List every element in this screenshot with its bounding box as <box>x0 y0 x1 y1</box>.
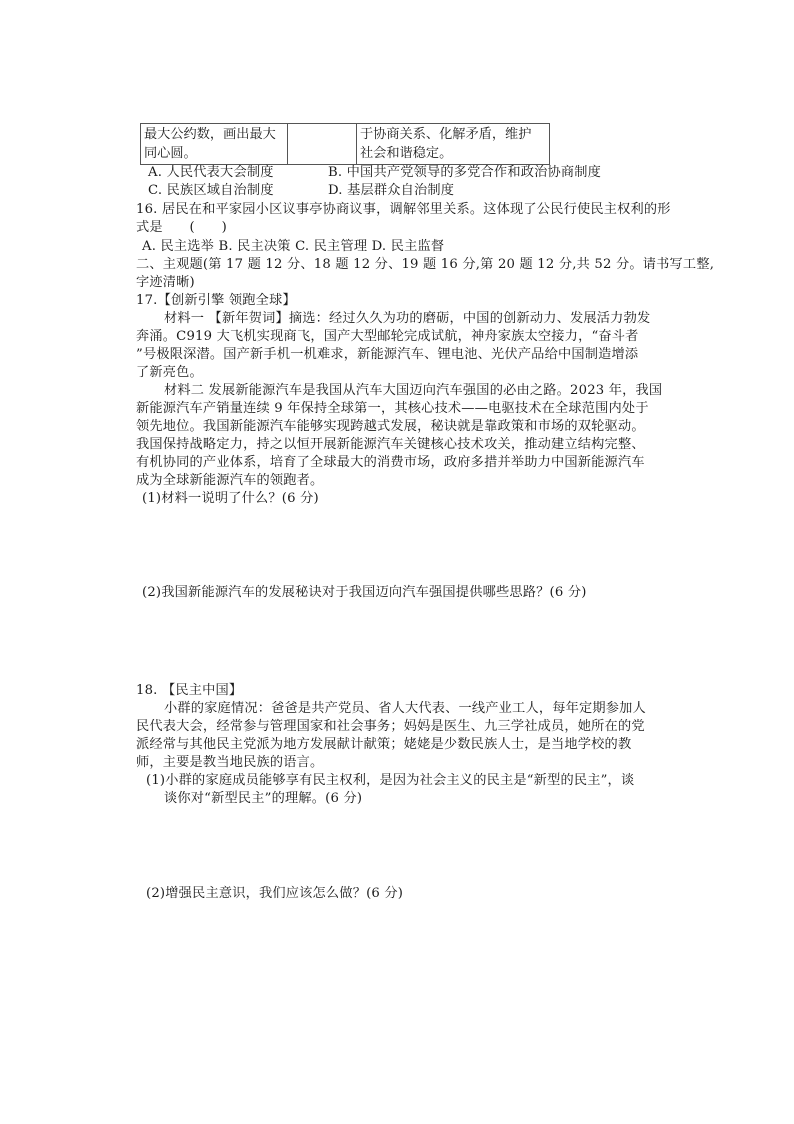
q17-material2-line: 成为全球新能源汽车的领跑者。 <box>136 473 324 488</box>
q18-subquestion-2: (2)增强民主意识，我们应该怎么做？(6 分) <box>146 886 404 901</box>
q18-paragraph-line: 师，主要是教当地民族的语言。 <box>136 755 324 770</box>
q15-option-d: D. 基层群众自治制度 <box>328 183 455 198</box>
q15-option-b: B. 中国共产党领导的多党合作和政治协商制度 <box>328 165 602 180</box>
q18-paragraph-line: 民代表大会，经常参与管理国家和社会事务；妈妈是医生、九三学社成员，她所在的党 <box>136 719 645 734</box>
q18-paragraph-line: 小群的家庭情况：爸爸是共产党员、省人大代表、一线产业工人，每年定期参加人 <box>164 701 646 716</box>
q17-heading: 17.【创新引擎 领跑全球】 <box>136 293 296 308</box>
q17-material2-line: 新能源汽车产销量连续 9 年保持全球第一，其核心技术——电驱技术在全球范围内处于 <box>136 401 649 416</box>
table-row <box>141 124 550 165</box>
q16-stem-cont: 式是 ( ) <box>136 220 228 235</box>
q18-heading: 18. 【民主中国】 <box>136 683 243 698</box>
table-fragment <box>140 123 550 165</box>
section-heading-cont: 字迹清晰) <box>136 275 195 290</box>
q17-material2-line: 有机协同的产业体系，培育了全球最大的消费市场，政府多措并举助力中国新能源汽车 <box>136 455 645 470</box>
q17-material1-line: ”号极限深潜。国产新手机一机难求，新能源汽车、锂电池、光伏产品给中国制造增添 <box>136 347 639 362</box>
cell-text: 社会和谐稳定。 <box>360 146 453 161</box>
q15-option-a: A. 人民代表大会制度 <box>148 165 274 180</box>
cell-text: 同心圆。 <box>144 146 197 161</box>
table-cell-empty <box>288 124 357 165</box>
section-heading: 二、主观题(第 17 题 12 分、18 题 12 分、19 题 16 分,第 20 题 12 分,共 52 分。请书写工整, <box>136 257 715 272</box>
cell-text: 最大公约数，画出最大 <box>144 127 276 142</box>
q18-paragraph-line: 派经常与其他民主党派为地方发展献计献策；姥姥是少数民族人士，是当地学校的教 <box>136 737 632 752</box>
q17-material1-line: 奔涌。C919 大飞机实现商飞，国产大型邮轮完成试航，神舟家族太空接力，“奋斗者 <box>136 329 639 344</box>
q17-subquestion-2: (2)我国新能源汽车的发展秘诀对于我国迈向汽车强国提供哪些思路？(6 分) <box>142 585 587 600</box>
q17-material2-line: 领先地位。我国新能源汽车能够实现跨越式发展，秘诀就是靠政策和市场的双轮驱动。 <box>136 419 645 434</box>
q16-stem: 16. 居民在和平家园小区议事亭协商议事，调解邻里关系。这体现了公民行使民主权利的形 <box>136 202 671 217</box>
q15-option-c: C. 民族区域自治制度 <box>148 183 274 198</box>
table-cell <box>357 124 550 165</box>
q17-material2-line: 我国保持战略定力，持之以恒开展新能源汽车关键核心技术攻关，推动建立结构完整、 <box>136 437 645 452</box>
q17-subquestion-1: (1)材料一说明了什么？(6 分) <box>142 491 319 506</box>
q16-options: A. 民主选举 B. 民主决策 C. 民主管理 D. 民主监督 <box>142 239 445 254</box>
q18-subquestion-1-cont: 谈你对“新型民主”的理解。(6 分) <box>164 791 363 806</box>
q17-material1-line: 了新亮色。 <box>136 365 203 380</box>
cell-text: 于协商关系、化解矛盾，维护 <box>360 127 532 142</box>
q18-subquestion-1: (1)小群的家庭成员能够享有民主权利，是因为社会主义的民主是“新型的民主”，谈 <box>146 773 635 788</box>
q17-material1-line: 材料一 【新年贺词】摘选：经过久久为功的磨砺，中国的创新动力、发展活力勃发 <box>164 311 651 326</box>
q17-material2-line: 材料二 发展新能源汽车是我国从汽车大国迈向汽车强国的必由之路。2023 年，我国 <box>164 383 663 398</box>
table-cell <box>141 124 288 165</box>
